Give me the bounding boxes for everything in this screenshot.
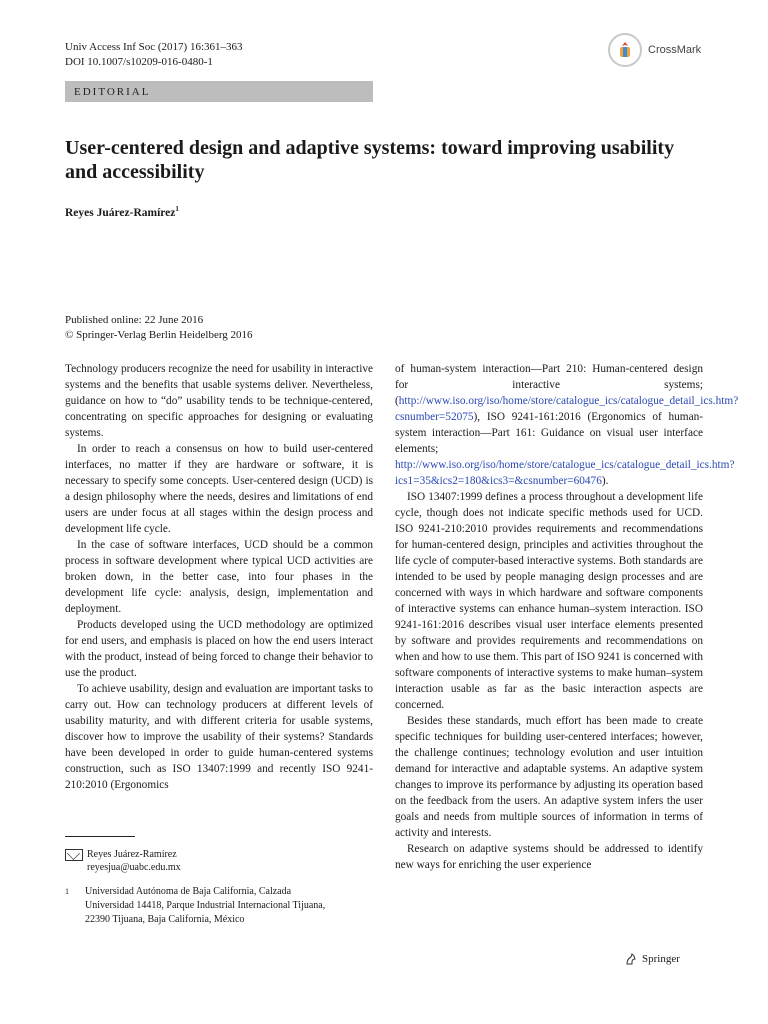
iso-link-52075[interactable]: http://www.iso.org/iso/home/store/catalogue_ics/catalogue_detail_ics.htm?csnumber=52075 [395,395,739,423]
journal-citation: Univ Access Inf Soc (2017) 16:361–363 [65,41,243,53]
paragraph-with-links [395,361,739,489]
affiliation-line: 22390 Tijuana, Baja California, México [85,914,245,925]
text-run: ), ISO 9241-161:2016 (Ergonomics of human-system interaction—Part 161: Guidance on visual user interface elements; [395,411,703,455]
section-label: EDITORIAL [74,85,151,98]
crossmark-badge[interactable] [608,32,718,68]
contact-name: Reyes Juárez-Ramírez [87,849,177,860]
springer-horse-icon [624,952,638,966]
affiliation-number: 1 [65,887,69,896]
paragraph: Besides these standards, much effort has been made to create specific techniques for building user-centered interfaces; however, the challenge continues; technology evolution and user intuition demand for interactive and adaptable systems. An adaptive system changes to improve its performance by adjusting its operation based on the feedback from the users. An adaptive system infers the user goals and needs from multiple sources of information in terms of activity and interests. [395,715,703,839]
text-run: of human-system interaction—Part 210: Human-centered design for interactive systems; ( [395,363,703,407]
paragraph: Research on adaptive systems should be addressed to identify new ways for enriching the user experience [395,843,703,871]
paragraph: In order to reach a consensus on how to build user-centered interfaces, no matter if they are hardware or software, it is necessary to specify some concepts. User-centered design (UCD) is a design philosophy where the needs, desires and limitations of end users are under focus at all stages within the design process and development life cycle. [65,443,373,535]
section-banner [65,81,373,102]
publisher-logo [624,952,680,966]
published-date: Published online: 22 June 2016 [65,314,204,326]
contact-footnote [65,848,181,874]
footnote-divider [65,836,135,837]
contact-email[interactable]: reyesjua@uabc.edu.mx [87,862,181,873]
author-line [65,205,179,219]
doi[interactable]: DOI 10.1007/s10209-016-0480-1 [65,56,213,68]
body-column-left [65,361,373,793]
envelope-icon [65,849,83,861]
body-column-right [395,361,739,873]
paragraph: ISO 13407:1999 defines a process throughout a development life cycle, though does not indicate specific methods used for UCD. ISO 9241-210:2010 provides requirements and recommendations for human-centered design, principles and activities throughout the life cycle of computer-based interactive systems. Both standards are intended to be used by people managing design processes and are concerned with ways in which hardware and software components of interactive systems can enhance human–system interaction. ISO 9241-161:2016 describes visual user interface elements presented by software and provides requirements and recommendations on when and how to use them. This part of ISO 9241 is concerned with software components of interactive systems to make human–system interaction usable as far as the basic interaction aspects are concerned. [395,491,703,711]
copyright: © Springer-Verlag Berlin Heidelberg 2016 [65,329,253,341]
paragraph: Technology producers recognize the need for usability in interactive systems and the benefits that usable systems deliver. Nevertheless, guidance on how to “do” usability tends to be technique-centered, concentrating on specific approaches for designing or evaluating systems. [65,363,373,439]
publication-info [65,313,253,343]
publisher-name: Springer [642,953,680,965]
text-run: ). [601,475,609,487]
iso-link-60476[interactable]: http://www.iso.org/iso/home/store/catalogue_ics/catalogue_detail_ics.htm?ics1=35&ics2=180&ics3=&csnumber=60476 [395,459,735,487]
affiliation-mark: 1 [175,205,179,213]
affiliation-line: Universidad Autónoma de Baja California, Calzada [85,886,292,897]
paragraph: Products developed using the UCD methodology are optimized for end users, and emphasis is placed on how the end users interact with the product, instead of being forced to change their behavior to use the product. [65,619,373,679]
author-name[interactable]: Reyes Juárez-Ramírez [65,206,176,219]
affiliation-line: Universidad 14418, Parque Industrial Internacional Tijuana, [85,900,326,911]
journal-reference [65,40,243,70]
paragraph: In the case of software interfaces, UCD should be a common process in software development where typical UCD activities are broken down, in the better case, into four phases in the development life cycle: analysis, design, implementation and deployment. [65,539,373,615]
crossmark-icon [608,33,642,67]
paragraph: To achieve usability, design and evaluation are important tasks to carry out. How can technology producers at different levels of usability maturity, and with different criteria for usable systems, discover how to improve the usability of their systems? Standards have been developed in order to guide human-centered systems construction, such as ISO 13407:1999 and recently ISO 9241-210:2010 (Ergonomics [65,683,373,791]
article-title: User-centered design and adaptive systems: toward improving usability and accessibility [65,137,675,183]
affiliation-footnote [65,885,325,927]
crossmark-label: CrossMark [648,44,702,56]
